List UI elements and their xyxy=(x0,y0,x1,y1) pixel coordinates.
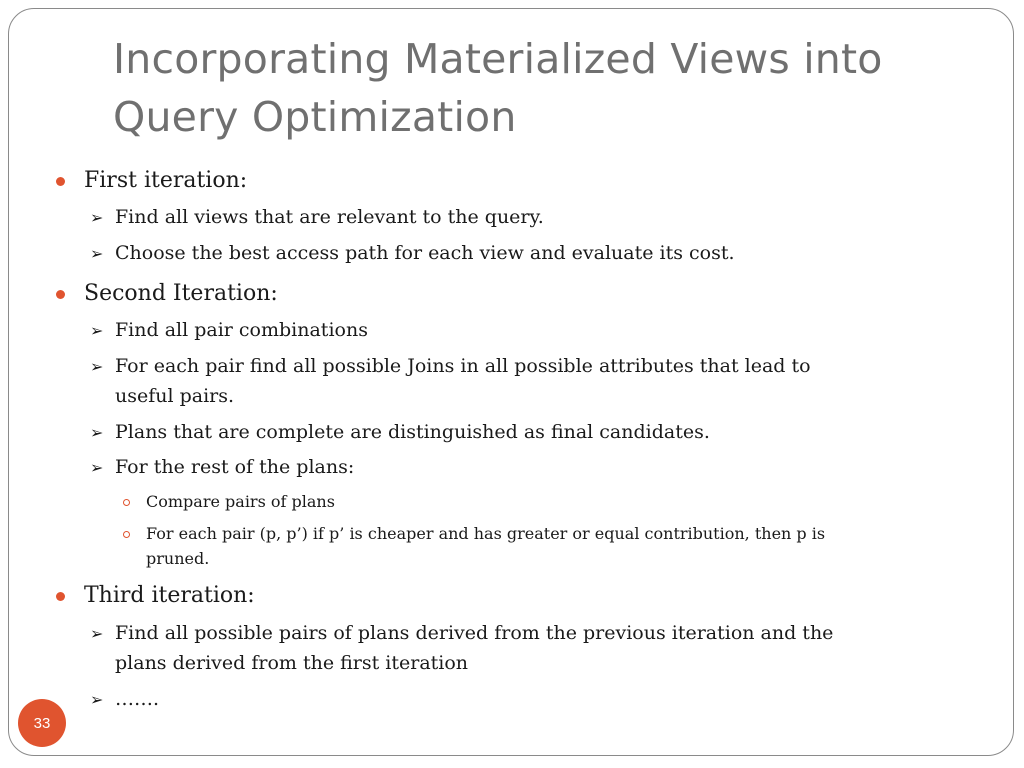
page-number-badge xyxy=(18,699,66,747)
arrow-bullet-icon: ➢ xyxy=(90,624,104,643)
arrow-bullet-icon: ➢ xyxy=(90,690,104,709)
circle-bullet-icon xyxy=(123,531,130,538)
bullet-dot-icon xyxy=(56,177,65,186)
circle-bullet-icon xyxy=(123,499,130,506)
bullet-dot-icon xyxy=(56,290,65,299)
arrow-bullet-icon: ➢ xyxy=(90,458,104,477)
bullet-level3: Compare pairs of plans xyxy=(146,492,335,511)
bullet-level3: For each pair (p, p’) if p’ is cheaper and has greater or equal contribution, then p is xyxy=(146,524,826,543)
arrow-bullet-icon: ➢ xyxy=(90,423,104,442)
page-number: 33 xyxy=(33,714,51,732)
slide-title xyxy=(113,30,983,146)
arrow-bullet-icon: ➢ xyxy=(90,321,104,340)
bullet-level2: Plans that are complete are distinguished as final candidates. xyxy=(115,421,710,443)
arrow-bullet-icon: ➢ xyxy=(90,357,104,376)
slide-title-line-2: Query Optimization xyxy=(113,93,517,141)
bullet-dot-icon xyxy=(56,592,65,601)
bullet-level2-continuation: useful pairs. xyxy=(115,385,235,407)
bullet-level2: Find all views that are relevant to the query. xyxy=(115,206,544,228)
bullet-level1: First iteration: xyxy=(84,168,248,193)
bullet-level3-continuation: pruned. xyxy=(146,549,210,568)
bullet-level2: Find all pair combinations xyxy=(115,319,368,341)
bullet-level2: For each pair find all possible Joins in all possible attributes that lead to xyxy=(115,355,811,377)
slide-title-line-1: Incorporating Materialized Views into xyxy=(113,35,883,83)
bullet-level2: Choose the best access path for each view and evaluate its cost. xyxy=(115,242,735,264)
bullet-level2-continuation: plans derived from the first iteration xyxy=(115,652,469,674)
bullet-level1: Second Iteration: xyxy=(84,281,278,306)
arrow-bullet-icon: ➢ xyxy=(90,208,104,227)
arrow-bullet-icon: ➢ xyxy=(90,244,104,263)
bullet-level1: Third iteration: xyxy=(84,583,255,608)
bullet-level2: For the rest of the plans: xyxy=(115,456,355,478)
bullet-level2: ……. xyxy=(115,688,160,710)
bullet-level2: Find all possible pairs of plans derived from the previous iteration and the xyxy=(115,622,834,644)
